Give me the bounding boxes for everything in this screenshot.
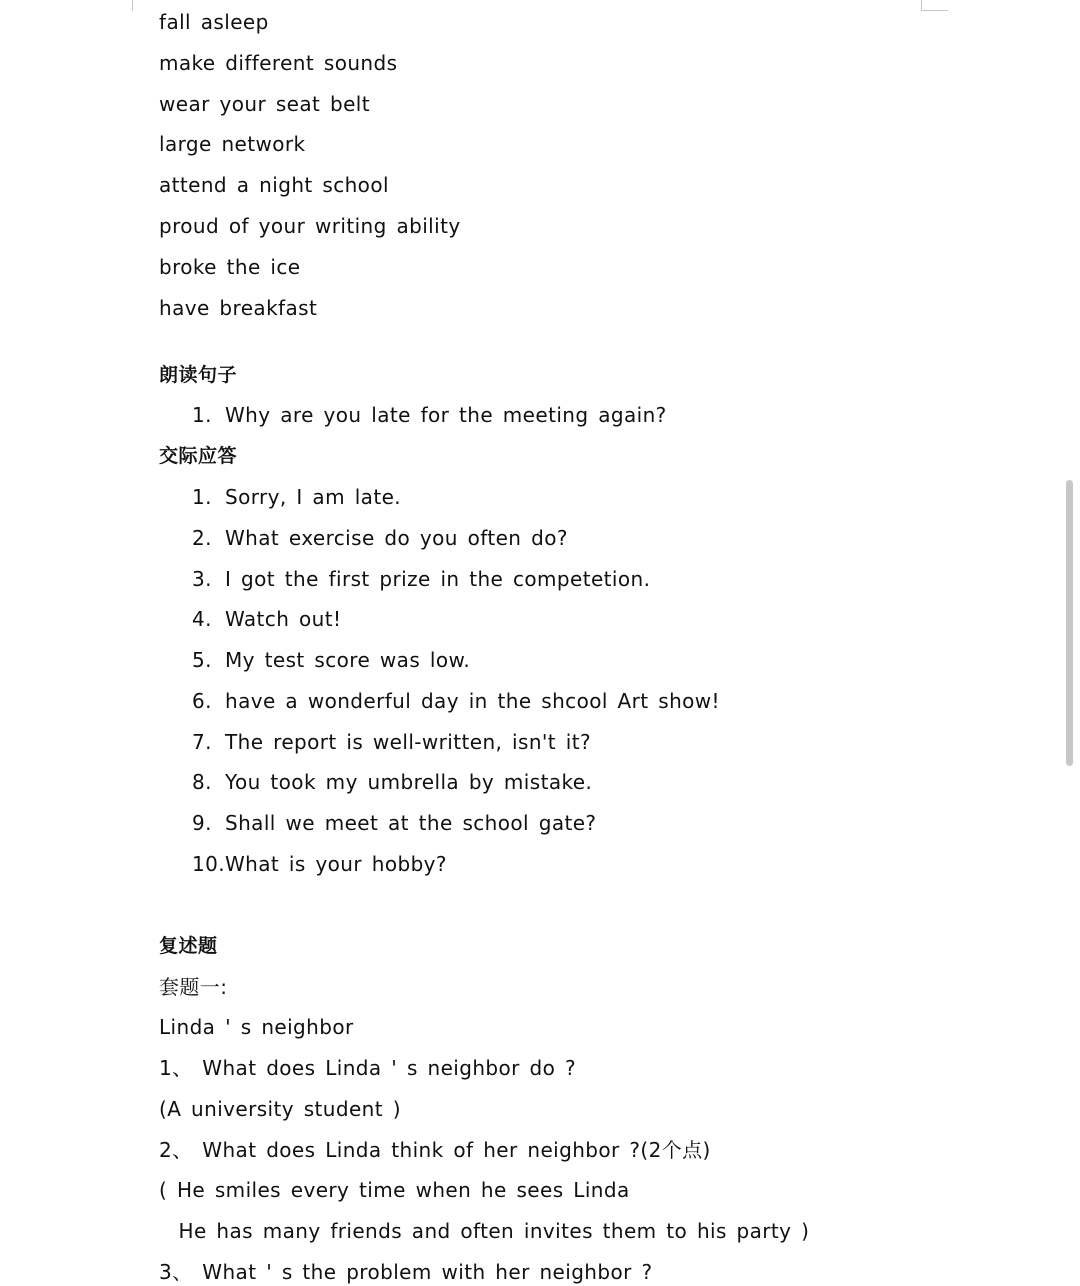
retell-line: 3、 What ' s the problem with her neighbor ? (159, 1260, 653, 1284)
vocab-item: wear your seat belt (159, 92, 371, 116)
vocab-item: broke the ice (159, 255, 301, 279)
item-number: 5. (192, 648, 212, 672)
dialog-item (192, 809, 596, 837)
item-text: I got the first prize in the competetion. (225, 567, 651, 591)
item-text: What exercise do you often do? (225, 526, 568, 550)
item-text: What is your hobby? (225, 852, 447, 876)
item-number: 4. (192, 607, 212, 631)
retell-line: ( He smiles every time when he sees Linda (159, 1178, 630, 1202)
item-text: Shall we meet at the school gate? (225, 811, 597, 835)
dialog-item (192, 524, 568, 552)
vertical-scrollbar[interactable] (1066, 480, 1073, 766)
vocab-item: proud of your writing ability (159, 214, 461, 238)
dialog-item (192, 687, 720, 715)
dialog-item (192, 728, 591, 756)
dialog-item (192, 850, 447, 878)
page-corner-mark-left (132, 0, 133, 11)
dialog-item (192, 768, 592, 796)
read-item (192, 401, 667, 429)
item-number: 10. (192, 852, 226, 876)
item-number: 8. (192, 770, 212, 794)
vocab-item: have breakfast (159, 296, 318, 320)
item-number: 3. (192, 567, 212, 591)
item-text: You took my umbrella by mistake. (225, 770, 593, 794)
item-text: Why are you late for the meeting again? (225, 403, 667, 427)
item-number: 6. (192, 689, 212, 713)
dialog-heading: 交际应答 (159, 445, 238, 467)
item-number: 9. (192, 811, 212, 835)
retell-heading: 复述题 (159, 935, 218, 957)
retell-line: (A university student ) (159, 1097, 401, 1121)
item-number: 2. (192, 526, 212, 550)
dialog-item (192, 483, 401, 511)
item-number: 7. (192, 730, 212, 754)
item-text: Watch out! (225, 607, 342, 631)
dialog-item (192, 605, 341, 633)
item-text: My test score was low. (225, 648, 471, 672)
retell-line: 1、 What does Linda ' s neighbor do ? (159, 1056, 577, 1080)
item-number: 1. (192, 485, 212, 509)
read-sentences-heading: 朗读句子 (159, 364, 238, 386)
vocab-item: large network (159, 132, 306, 156)
item-text: have a wonderful day in the shcool Art show! (225, 689, 720, 713)
vocab-item: attend a night school (159, 173, 389, 197)
vocab-item: fall asleep (159, 10, 269, 34)
dialog-item (192, 646, 470, 674)
item-text: Sorry, I am late. (225, 485, 402, 509)
item-text: The report is well-written, isn't it? (225, 730, 592, 754)
retell-set-label: 套题一: (159, 975, 228, 999)
item-number: 1. (192, 403, 212, 427)
vocab-item: make different sounds (159, 51, 398, 75)
dialog-item (192, 565, 650, 593)
page-corner-mark-right (921, 0, 948, 11)
retell-title: Linda ' s neighbor (159, 1015, 354, 1039)
retell-line: He has many friends and often invites them to his party ) (159, 1219, 810, 1243)
retell-line: 2、 What does Linda think of her neighbor ?(2个点) (159, 1138, 711, 1162)
